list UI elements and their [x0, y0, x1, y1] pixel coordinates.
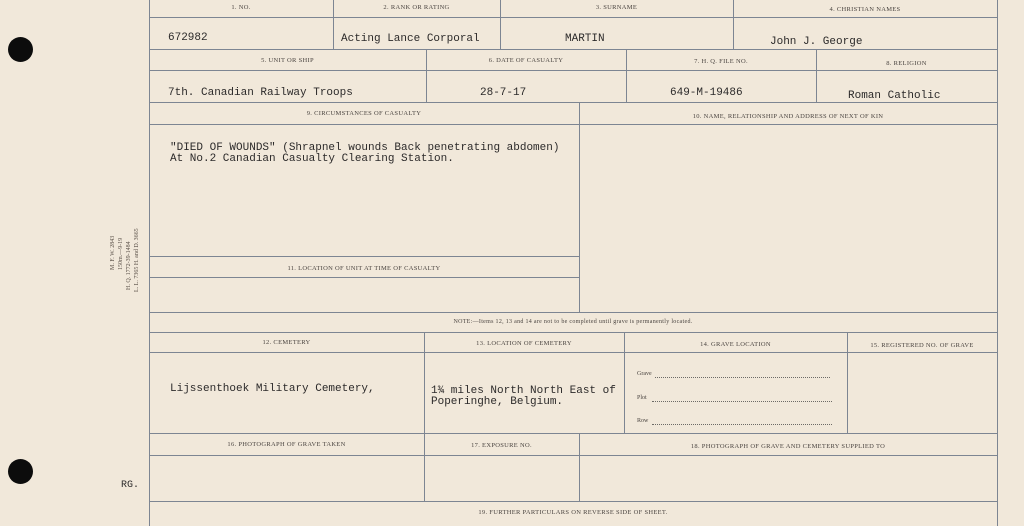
rule	[424, 332, 425, 501]
header-christian-names: 4. CHRISTIAN NAMES	[829, 6, 901, 13]
header-date-of-casualty: 6. DATE OF CASUALTY	[488, 57, 564, 64]
note-text: NOTE:—Items 12, 13 and 14 are not to be completed until grave is permanently located.	[453, 319, 693, 325]
header-photo-supplied: 18. PHOTOGRAPH OF GRAVE AND CEMETERY SUPPLIED TO	[690, 443, 886, 450]
header-exposure: 17. EXPOSURE NO.	[471, 442, 532, 449]
rg-stamp: RG.	[121, 480, 140, 491]
rule	[579, 102, 580, 312]
value-christian-names: John J. George	[770, 36, 863, 48]
plot-field-line	[652, 401, 832, 402]
rule	[149, 49, 997, 50]
header-location-cemetery: 13. LOCATION OF CEMETERY	[476, 340, 572, 347]
header-cemetery: 12. CEMETERY	[262, 339, 311, 346]
punch-hole	[8, 459, 33, 484]
side-print-1: M. F. W. 2843	[110, 235, 116, 270]
header-unit: 5. UNIT OR SHIP	[261, 57, 314, 64]
rule	[149, 352, 997, 353]
punch-hole	[8, 37, 33, 62]
value-location-line2: Poperinghe, Belgium.	[431, 396, 564, 408]
header-hq-file: 7. H. Q. FILE NO.	[694, 58, 748, 65]
rule	[149, 70, 997, 71]
value-circumstances-line1: "DIED OF WOUNDS" (Shrapnel wounds Back penetrating abdomen)	[170, 142, 560, 154]
side-print-3: H. Q. 1772-39-1484	[126, 241, 132, 290]
value-circumstances-line2: At No.2 Canadian Casualty Clearing Station.	[170, 153, 454, 165]
rule	[149, 102, 997, 103]
row-field-label: Row	[637, 418, 649, 424]
footer-further-particulars: 19. FURTHER PARTICULARS ON REVERSE SIDE OF SHEET.	[478, 509, 668, 516]
value-surname: MARTIN	[565, 33, 605, 45]
header-registered-no: 15. REGISTERED NO. OF GRAVE	[870, 342, 974, 349]
header-next-of-kin: 10. NAME, RELATIONSHIP AND ADDRESS OF NEXT OF KIN	[692, 113, 884, 120]
rule	[149, 277, 579, 278]
value-cemetery: Lijssenthoek Military Cemetery,	[170, 383, 375, 395]
header-grave-location: 14. GRAVE LOCATION	[700, 341, 771, 348]
value-unit: 7th. Canadian Railway Troops	[168, 87, 353, 99]
plot-field-label: Plot	[637, 395, 647, 401]
rule	[626, 49, 627, 102]
grave-field-line	[655, 377, 830, 378]
header-rank: 2. RANK OR RATING	[383, 4, 450, 11]
rule	[149, 17, 997, 18]
side-print-4: L. L. 7365 H. and D. 3665	[134, 228, 140, 292]
rule	[816, 49, 817, 102]
header-circumstances: 9. CIRCUMSTANCES OF CASUALTY	[306, 110, 422, 117]
value-date-of-casualty: 28-7-17	[480, 87, 527, 99]
rule	[149, 312, 997, 313]
value-hq-file: 649-M-19486	[670, 87, 743, 99]
rule	[149, 501, 997, 502]
header-surname: 3. SURNAME	[595, 4, 638, 11]
frame-right	[997, 0, 998, 526]
header-location-unit: 11. LOCATION OF UNIT AT TIME OF CASUALTY	[287, 265, 441, 272]
side-print-2: 150m.—9-19	[118, 237, 124, 270]
value-rank: Acting Lance Corporal	[341, 33, 480, 45]
row-field-line	[652, 424, 832, 425]
header-no: 1. NO.	[231, 4, 251, 11]
header-religion: 8. RELIGION	[886, 60, 927, 67]
value-no: 672982	[168, 32, 208, 44]
rule	[149, 433, 997, 434]
rule	[149, 332, 997, 333]
value-location-line1: 1¾ miles North North East of	[431, 385, 616, 397]
rule	[149, 455, 997, 456]
rule	[149, 124, 997, 125]
rule	[149, 256, 579, 257]
grave-field-label: Grave	[637, 371, 652, 377]
value-religion: Roman Catholic	[848, 90, 941, 102]
header-photo-grave: 16. PHOTOGRAPH OF GRAVE TAKEN	[227, 441, 346, 448]
